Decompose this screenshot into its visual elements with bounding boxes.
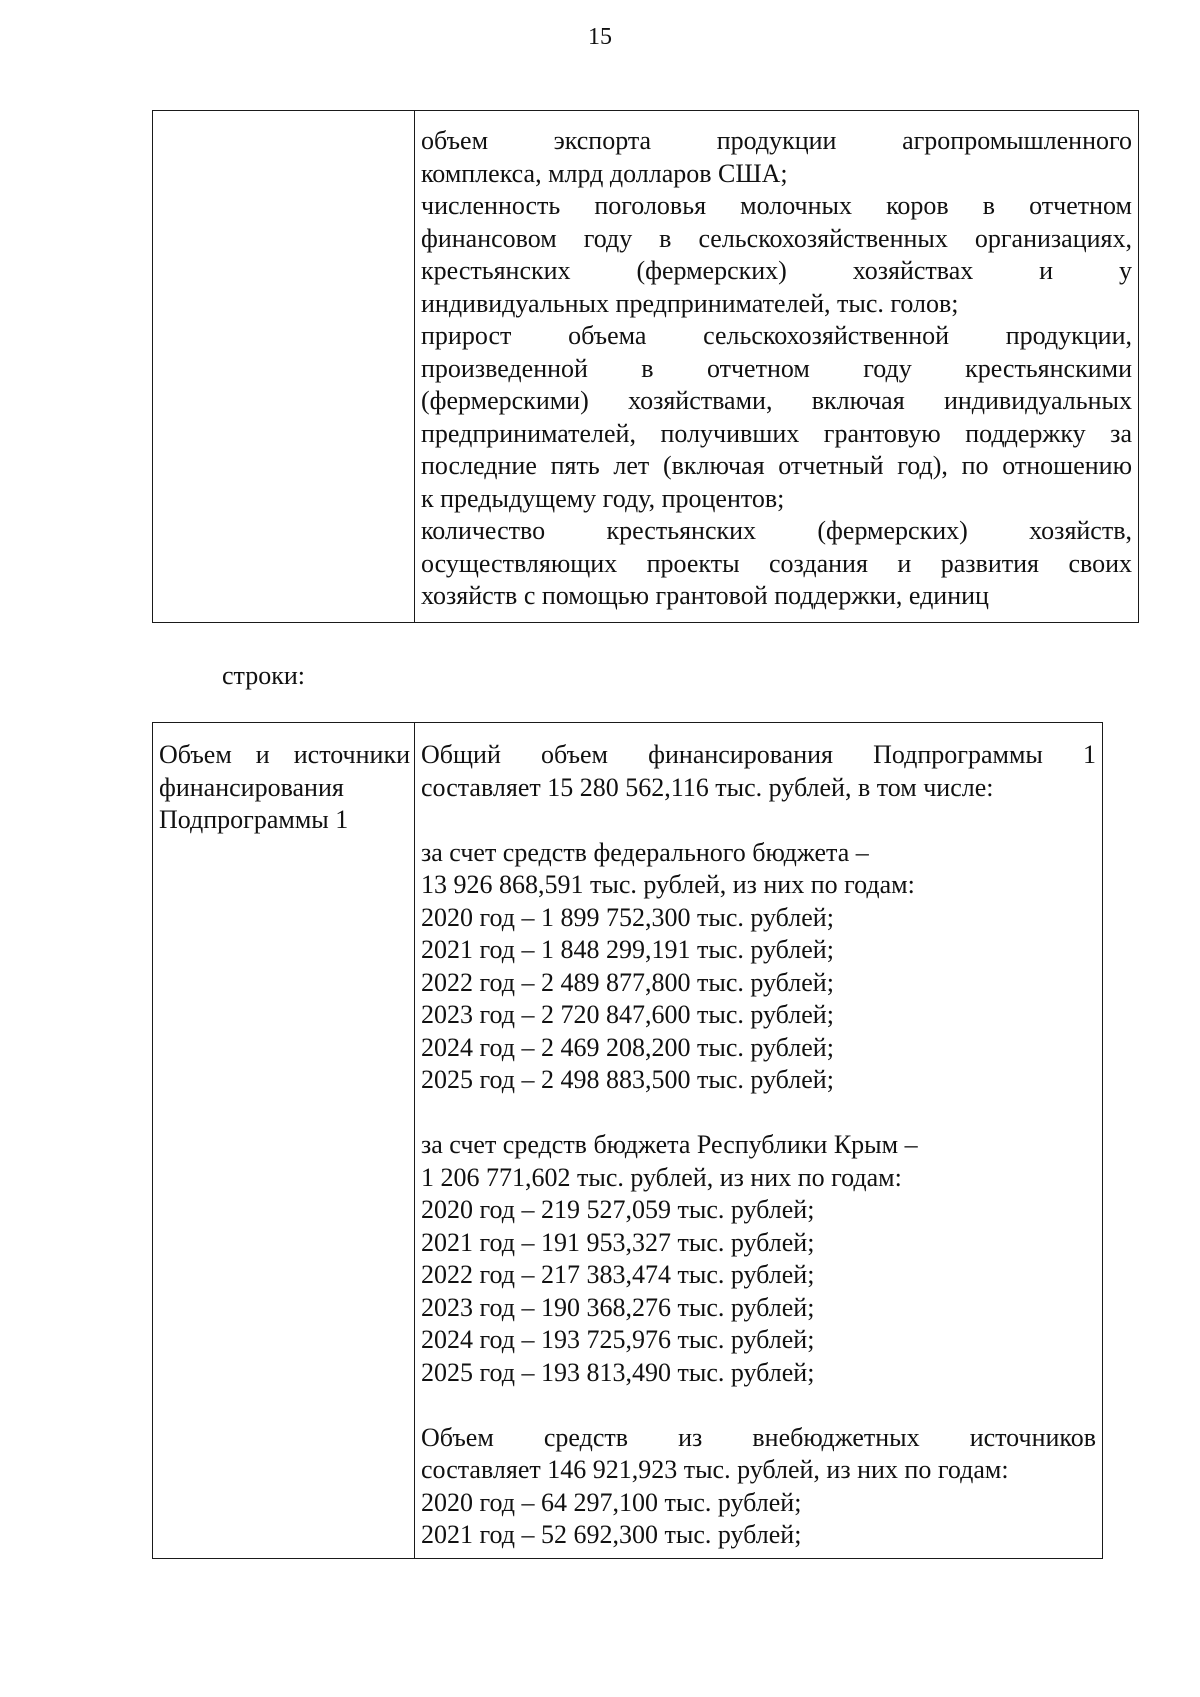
financing-text-line: 2021 год – 52 692,300 тыс. рублей; xyxy=(421,1520,802,1549)
financing-text-line: 2020 год – 219 527,059 тыс. рублей; xyxy=(421,1195,815,1224)
indicator-text-line: (фермерскими) хозяйствами, включая индивидуальных xyxy=(421,386,1132,415)
indicator-text-line: предпринимателей, получивших грантовую поддержку за xyxy=(421,418,1132,448)
financing-text-line: 1 206 771,602 тыс. рублей, из них по годам: xyxy=(421,1162,902,1192)
financing-left-cell xyxy=(153,723,415,1558)
indicator-text-line: хозяйств с помощью грантовой поддержки, единиц xyxy=(421,581,989,610)
financing-text-line: 2025 год – 2 498 883,500 тыс. рублей; xyxy=(421,1065,834,1094)
financing-right-cell xyxy=(415,723,1102,1558)
indicator-text-line: последние пять лет (включая отчетный год), по отношению xyxy=(421,451,1132,480)
indicator-text-line: объем экспорта продукции агропромышленного xyxy=(421,126,1132,155)
page-number: 15 xyxy=(588,24,612,50)
financing-text-line: Общий объем финансирования Подпрограммы 1 xyxy=(421,740,1096,769)
indicator-text-line: осуществляющих проекты создания и развития своих xyxy=(421,548,1132,578)
indicators-left-cell xyxy=(153,111,415,622)
financing-text-line: составляет 146 921,923 тыс. рублей, из них по годам: xyxy=(421,1455,1009,1484)
indicator-text-line: крестьянских (фермерских) хозяйствах и у xyxy=(421,256,1132,285)
financing-text-line: 2024 год – 2 469 208,200 тыс. рублей; xyxy=(421,1032,834,1062)
indicator-text-line: индивидуальных предпринимателей, тыс. голов; xyxy=(421,288,959,318)
financing-text-line: за счет средств федерального бюджета – xyxy=(421,837,869,867)
indicator-text-line: комплекса, млрд долларов США; xyxy=(421,158,788,188)
blank-line xyxy=(421,1389,1096,1422)
financing-table xyxy=(152,722,1103,1559)
financing-label-line: финансирования xyxy=(159,772,344,802)
indicator-text-line: произведенной в отчетном году крестьянскими xyxy=(421,353,1132,383)
financing-label-line: Подпрограммы 1 xyxy=(159,805,349,834)
blank-line xyxy=(421,804,1096,837)
financing-text-line: 2020 год – 64 297,100 тыс. рублей; xyxy=(421,1487,802,1517)
indicator-text-line: к предыдущему году, процентов; xyxy=(421,483,785,513)
financing-text-line: 13 926 868,591 тыс. рублей, из них по годам: xyxy=(421,870,915,899)
financing-text-line: 2020 год – 1 899 752,300 тыс. рублей; xyxy=(421,902,834,932)
financing-text-line: составляет 15 280 562,116 тыс. рублей, в том числе: xyxy=(421,772,994,802)
financing-text-line: 2025 год – 193 813,490 тыс. рублей; xyxy=(421,1357,815,1387)
rows-label: строки: xyxy=(222,661,305,690)
financing-text-line: 2021 год – 1 848 299,191 тыс. рублей; xyxy=(421,935,834,964)
indicators-table xyxy=(152,110,1139,623)
financing-text-line: за счет средств бюджета Республики Крым – xyxy=(421,1130,918,1159)
financing-text-line: 2022 год – 2 489 877,800 тыс. рублей; xyxy=(421,967,834,997)
financing-text-line: 2023 год – 2 720 847,600 тыс. рублей; xyxy=(421,1000,834,1029)
blank-line xyxy=(421,1097,1096,1130)
financing-text-line: 2024 год – 193 725,976 тыс. рублей; xyxy=(421,1325,815,1354)
financing-text-line: 2022 год – 217 383,474 тыс. рублей; xyxy=(421,1260,815,1289)
indicator-text-line: финансовом году в сельскохозяйственных организациях, xyxy=(421,223,1132,253)
indicators-right-cell xyxy=(415,111,1138,622)
indicator-text-line: количество крестьянских (фермерских) хозяйств, xyxy=(421,516,1132,545)
financing-text-line: 2021 год – 191 953,327 тыс. рублей; xyxy=(421,1227,815,1257)
indicator-text-line: прирост объема сельскохозяйственной продукции, xyxy=(421,321,1132,350)
financing-text-line: Объем средств из внебюджетных источников xyxy=(421,1422,1096,1452)
indicator-text-line: численность поголовья молочных коров в отчетном xyxy=(421,191,1132,220)
financing-label-line: Объем и источники xyxy=(159,740,410,769)
financing-text-line: 2023 год – 190 368,276 тыс. рублей; xyxy=(421,1292,815,1322)
